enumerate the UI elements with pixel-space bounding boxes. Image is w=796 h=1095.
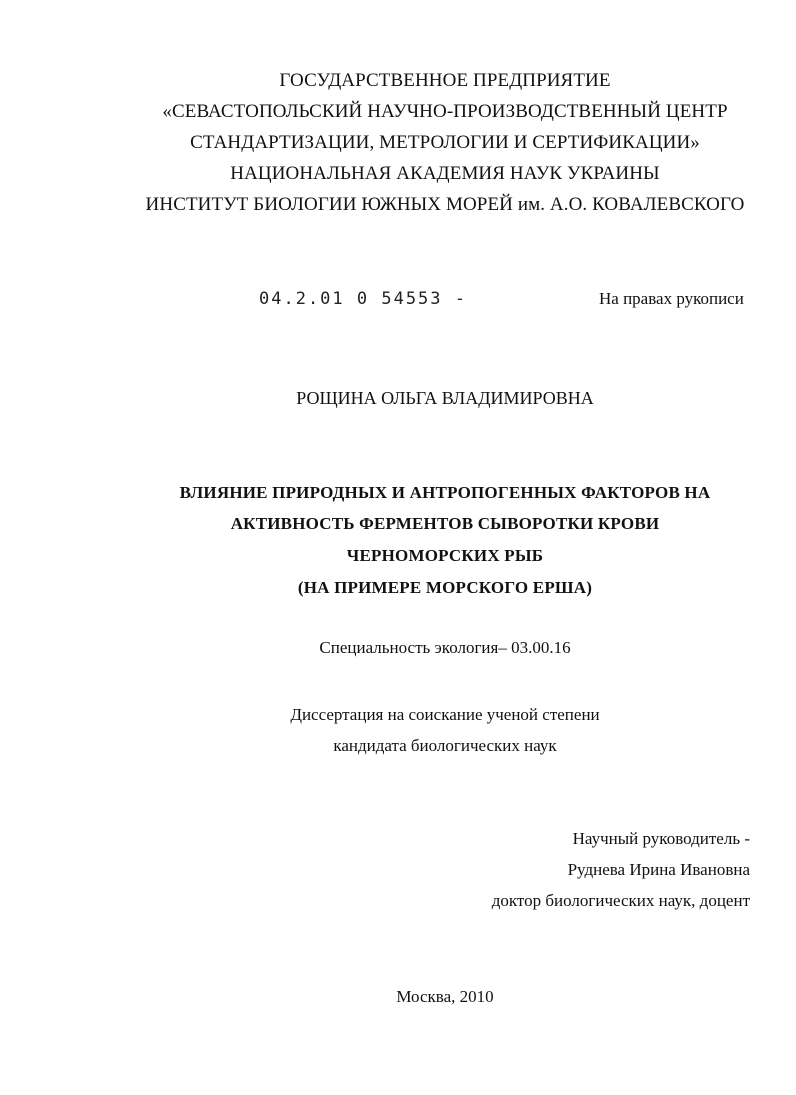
- degree-line-1: Диссертация на соискание ученой степени: [290, 705, 600, 724]
- degree-line-2: кандидата биологических наук: [333, 736, 557, 755]
- header-line-4: НАЦИОНАЛЬНАЯ АКАДЕМИЯ НАУК УКРАИНЫ: [230, 163, 660, 184]
- specialty: Специальность экология– 03.00.16: [319, 638, 571, 657]
- title-line-3: ЧЕРНОМОРСКИХ РЫБ: [346, 546, 544, 565]
- supervisor-name: Руднева Ирина Ивановна: [567, 860, 750, 879]
- registration-stamp-number: 04.2.01 0 54553 -: [259, 289, 467, 309]
- title-line-2: АКТИВНОСТЬ ФЕРМЕНТОВ СЫВОРОТКИ КРОВИ: [230, 514, 660, 533]
- supervisor-label: Научный руководитель -: [572, 829, 750, 848]
- header-line-5: ИНСТИТУТ БИОЛОГИИ ЮЖНЫХ МОРЕЙ им. А.О. КОВАЛЕВСКОГО: [145, 194, 745, 215]
- title-line-4: (НА ПРИМЕРЕ МОРСКОГО ЕРША): [297, 578, 593, 597]
- supervisor-credentials: доктор биологических наук, доцент: [491, 891, 750, 910]
- header-line-3: СТАНДАРТИЗАЦИИ, МЕТРОЛОГИИ И СЕРТИФИКАЦИИ»: [190, 132, 700, 153]
- title-line-1: ВЛИЯНИЕ ПРИРОДНЫХ И АНТРОПОГЕННЫХ ФАКТОРОВ НА: [179, 483, 711, 502]
- header-line-2: «СЕВАСТОПОЛЬСКИЙ НАУЧНО-ПРОИЗВОДСТВЕННЫЙ ЦЕНТР: [162, 101, 728, 122]
- header-line-1: ГОСУДАРСТВЕННОЕ ПРЕДПРИЯТИЕ: [279, 70, 611, 91]
- place-and-year: Москва, 2010: [396, 987, 494, 1006]
- author-name: РОЩИНА ОЛЬГА ВЛАДИМИРОВНА: [296, 388, 594, 408]
- rights-note: На правах рукописи: [599, 289, 744, 308]
